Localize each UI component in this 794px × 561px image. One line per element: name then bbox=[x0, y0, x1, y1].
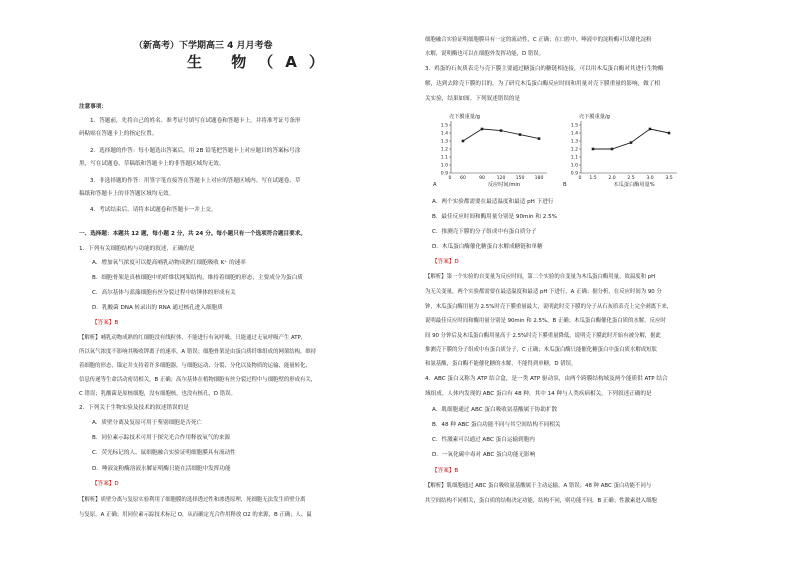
option: D．一氧化碳中毒对 ABC 蛋白功能无影响 bbox=[432, 452, 536, 458]
section-heading: 一、选择题：本题共 12 题，每小题 2 分，共 24 分。每小题只有一个选项符合题目要求。 bbox=[79, 231, 306, 237]
question-stem: 2．下列关于生物实验及技术的叙述错误的是 bbox=[79, 405, 189, 411]
y-tick-label: 1.4 bbox=[570, 131, 578, 137]
question-stem: 4．ABC 蛋白又称为 ATP 结合盒，是一类 ATP 驱动泵，由两个跨膜结构域及两个能质供 ATP 结合 bbox=[425, 376, 668, 382]
x-tick-label: 120 bbox=[496, 176, 506, 181]
question-stem: 关实验，结果如图。下列叙述错误的是 bbox=[425, 96, 521, 102]
option: C．高尔基体与蓝藻细胞有丝分裂过程中纺锤体的形成有关 bbox=[92, 290, 236, 296]
x-tick-label: 150 bbox=[515, 176, 525, 181]
x-tick-label: 2.0 bbox=[608, 176, 616, 181]
option: B．同位素示踪技术可用于探究光合作用释放氧气的来源 bbox=[92, 435, 231, 441]
y-tick-label: 0.9 bbox=[570, 171, 578, 177]
analysis-line: 说明最佳反应时间和酶用量分别是 90min 和 2.5%，B 正确；木瓜蛋白酶催化蛋白质的水解，反应时 bbox=[425, 318, 666, 324]
data-point bbox=[538, 137, 541, 140]
analysis-line: 细胞融合实验证明细胞膜具有一定的流动性，C 正确；在口腔中，唾液中的淀粉酶可以催化淀粉 bbox=[425, 37, 652, 43]
analysis-line: C 错误；乳酸菌是原核细胞，没有细胞核，也没有核孔，D 错误。 bbox=[79, 391, 236, 397]
option: D．木瓜蛋白酶催化糖蛋白水解成糖链和单糖 bbox=[432, 244, 543, 250]
exam-subtitle: （新高考）下学期高三 4 月月考卷 bbox=[134, 41, 273, 51]
y-tick-label: 1.3 bbox=[440, 139, 448, 145]
question-stem: 3．鸡蛋的石灰质表壳与壳下膜主要通过糖蛋白的糖链相连接，可以用木瓜蛋白酶对其进行生物酶 bbox=[425, 66, 664, 72]
question-stem: 域组成。人体内发现的 ABC 蛋白有 48 种，其中 14 种与人类疾病相关。下列叙述正确的是 bbox=[425, 391, 652, 397]
analysis-line: 和氨基酸，蛋白酶不能催化糖的水解，不能得到单糖，D 错误。 bbox=[425, 361, 577, 367]
analysis-line: 为无关变量，两个实验都需要在最适温度和最适 pH 下进行，A 正确；据分析，在反应时间为 90 分 bbox=[425, 289, 662, 295]
answer-label: 【答案】B bbox=[92, 320, 119, 326]
y-tick-label: 0.9 bbox=[440, 171, 448, 177]
note-line: 稿纸和答题卡上的非答题区域均无效。 bbox=[79, 191, 175, 197]
data-point bbox=[462, 140, 465, 143]
x-tick-label: 3.0 bbox=[646, 176, 654, 181]
y-axis-label: 壳下膜重量/g bbox=[449, 114, 480, 120]
analysis-line: 【解析】质壁分离与复原实验利用了细胞膜的选择透过性和渗透原理，死细胞无法发生质壁分离 bbox=[79, 497, 306, 503]
data-point bbox=[630, 141, 633, 144]
x-axis-label: 木瓜蛋白酶用量% bbox=[613, 182, 655, 188]
note-line: 3．非选择题的作答：用签字笔直接答在答题卡上对应的答题区域内。写在试题卷、草 bbox=[90, 178, 301, 184]
data-point bbox=[519, 133, 522, 136]
option: A．两个实验都需要在最适温度和最适 pH 下进行 bbox=[432, 199, 554, 205]
y-tick-label: 1.1 bbox=[440, 155, 448, 161]
y-tick-label: 1.3 bbox=[570, 139, 578, 145]
analysis-line: 推测壳下膜的分子组成中有蛋白质分子，C 正确；木瓜蛋白酶只能催化糖蛋白中蛋白质水解成短肽 bbox=[425, 347, 657, 353]
y-tick-label: 1.2 bbox=[440, 147, 448, 153]
y-tick-label: 1.0 bbox=[570, 163, 578, 169]
data-point bbox=[481, 128, 484, 131]
option: B．48 种 ABC 蛋白功能不同与其空间结构不同相关 bbox=[432, 422, 561, 428]
data-point bbox=[668, 132, 671, 135]
option: A．增加氧气浓度可以提高哺乳动物成熟红细胞吸收 K⁺ 的速率 bbox=[92, 260, 246, 266]
note-line: 2．选择题的作答：每小题选出答案后，用 2B 铅笔把答题卡上对应题目的答案标号涂 bbox=[90, 148, 301, 154]
analysis-line: 与复原，A 正确；用同位素示踪技术标记 O，从而确定光合作用释放 O2 的来源，B 正确；人、鼠 bbox=[79, 512, 312, 518]
analysis-line: 【解析】哺乳动物成熟的红细胞没有线粒体，不能进行有氧呼吸，只能通过无氧呼吸产生 ATP， bbox=[79, 335, 307, 341]
x-tick-label: 180 bbox=[534, 176, 544, 181]
option: A．肌细胞通过 ABC 蛋白吸收氨基酸属于协助扩散 bbox=[432, 407, 558, 413]
data-point bbox=[592, 148, 595, 151]
analysis-line: 【解析】肌细胞通过 ABC 蛋白吸收氨基酸属于主动运输，A 错误；48 种 ABC 蛋白功能不同与 bbox=[425, 483, 652, 489]
question-stem: 解，达到去除壳下膜的目的。为了研究木瓜蛋白酶反应时间和用量对壳下膜重量的影响，做了相 bbox=[425, 81, 660, 87]
chart-b-svg bbox=[559, 111, 687, 191]
chart-enzyme-dose bbox=[559, 111, 687, 191]
exam-title: 生 物（A） bbox=[187, 53, 336, 71]
x-axis-label: 反应时间/min bbox=[487, 182, 521, 188]
analysis-line: 【解析】第一个实验的自变量为反应时间，第二个实验的自变量为木瓜蛋白酶用量，故温度和 pH bbox=[425, 274, 656, 280]
note-line: 码粘贴在答题卡上的指定位置。 bbox=[79, 131, 158, 137]
note-line: 黑，写在试题卷、草稿纸和答题卡上的非答题区域均无效。 bbox=[79, 161, 225, 167]
data-point bbox=[611, 148, 614, 151]
analysis-line: 钟，木瓜蛋白酶用量为 2.5%时壳下膜重量最大，说明此时壳下膜的分子从石灰质表壳上完全剥离下来， bbox=[425, 304, 673, 310]
option: B．细胞骨架是真核细胞中的纤维状网架结构，维持着细胞的形态，主要成分为蛋白质 bbox=[92, 275, 303, 281]
x-tick-label: 2.5 bbox=[627, 176, 635, 181]
x-tick-label: 1.5 bbox=[589, 176, 597, 181]
y-tick-label: 1.5 bbox=[440, 123, 448, 129]
notes-heading: 注意事项： bbox=[79, 104, 107, 110]
series-line bbox=[593, 129, 669, 149]
chart-reaction-time bbox=[429, 111, 557, 191]
analysis-line: 着细胞的形态，锚定并支持着许多细胞器，与细胞运动、分裂、分化以及物质的运输、能量转化、 bbox=[79, 363, 311, 369]
option: B．最佳反应时间和酶用量分别是 90min 和 2.5% bbox=[432, 214, 557, 220]
analysis-line: 其空间结构不同相关，蛋白质的结构决定功能，结构不同，则功能不同，B 正确；性激素进入细胞 bbox=[425, 498, 657, 504]
answer-label: 【答案】D bbox=[432, 259, 459, 265]
x-tick-label: 0 bbox=[448, 176, 452, 181]
option: A．质壁分离及复原可用于鉴别细胞是否死亡 bbox=[92, 420, 203, 426]
x-tick-label: 60 bbox=[460, 176, 466, 181]
option: D．乳酸菌 DNA 转录出的 RNA 通过核孔进入细胞质 bbox=[92, 305, 223, 311]
y-tick-label: 1.1 bbox=[570, 155, 578, 161]
option: D．唾液淀粉酶溶液水解证明酶只能在活细胞中发挥功能 bbox=[92, 466, 231, 472]
option: C．推测壳下膜的分子组成中有蛋白质分子 bbox=[432, 229, 537, 235]
answer-label: 【答案】D bbox=[92, 481, 119, 487]
note-line: 1．答题前，先将自己的姓名、准考证号填写在试题卷和答题卡上，并将准考证号条形 bbox=[90, 118, 301, 124]
chart-caption: B bbox=[563, 182, 567, 188]
question-stem: 1．下列有关细胞结构与功能的叙述，正确的是 bbox=[79, 246, 195, 252]
y-tick-label: 1.5 bbox=[570, 123, 578, 129]
data-point bbox=[649, 128, 652, 131]
chart-caption: A bbox=[433, 182, 437, 188]
note-line: 4．考试结束后，请将本试题卷和答题卡一并上交。 bbox=[90, 207, 217, 213]
option: C．荧光标记的人、鼠细胞融合实验证明细胞膜具有流动性 bbox=[92, 450, 236, 456]
answer-label: 【答案】B bbox=[432, 468, 459, 474]
y-axis-label: 壳下膜重量/g bbox=[579, 114, 610, 120]
analysis-line: 水解，说明酶也可以在细胞外发挥功能，D 错误。 bbox=[425, 51, 545, 57]
data-point bbox=[500, 129, 503, 132]
y-tick-label: 1.4 bbox=[440, 131, 448, 137]
analysis-line: 信息传递等生命活动密切相关，B 正确；高尔基体在植物细胞有丝分裂过程中与细胞壁的形成有关， bbox=[79, 377, 317, 383]
x-tick-label: 3.5 bbox=[665, 176, 673, 181]
analysis-line: 间 90 分钟后及木瓜蛋白酶用量高于 2.5%时壳下膜重量降低，说明壳下膜此时开始有被分解，据此 bbox=[425, 333, 661, 339]
y-tick-label: 1.2 bbox=[570, 147, 578, 153]
chart-a-svg bbox=[429, 111, 557, 191]
x-tick-label: 90 bbox=[479, 176, 485, 181]
analysis-line: 所以氧气浓度不影响其吸收钾离子的速率，A 错误；细胞骨架是由蛋白质纤维组成的网架结构，维持 bbox=[79, 349, 317, 355]
x-tick-label: 0 bbox=[578, 176, 582, 181]
option: C．性激素可以通过 ABC 蛋白运输到胞内 bbox=[432, 437, 535, 443]
y-tick-label: 1.0 bbox=[440, 163, 448, 169]
